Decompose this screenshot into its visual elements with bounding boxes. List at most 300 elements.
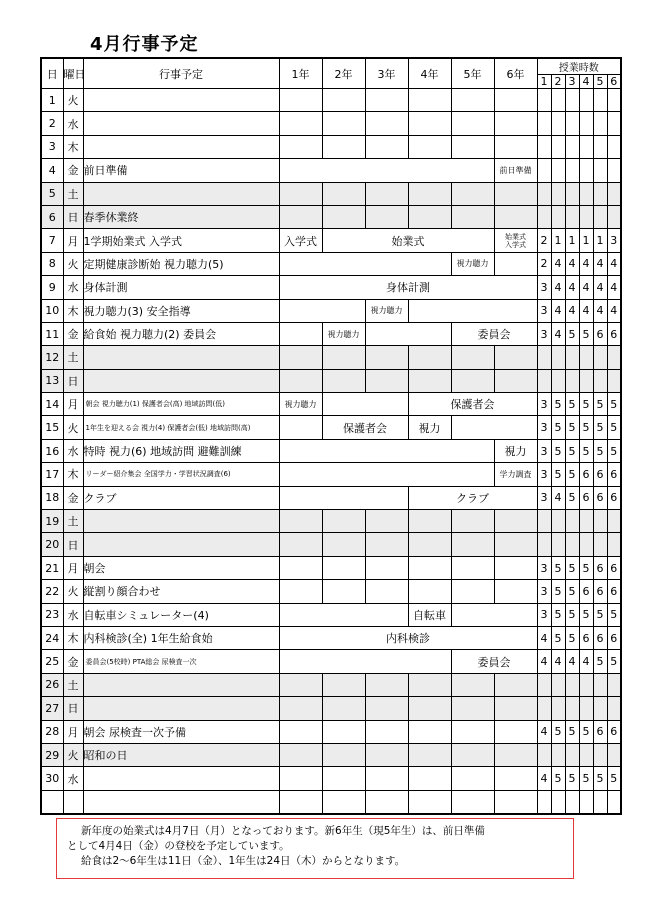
day-cell: 16 (41, 439, 63, 462)
grade-cell (365, 743, 408, 766)
event-cell: クラブ (83, 486, 279, 509)
grade-cell (279, 533, 322, 556)
hours-cell: 5 (565, 393, 579, 416)
hours-cell: 6 (607, 463, 621, 486)
grade-cell (365, 322, 451, 345)
hours-cell (607, 743, 621, 766)
empty-cell (365, 790, 408, 814)
grade-cell (408, 720, 451, 743)
hours-cell (593, 673, 607, 696)
hours-cell: 4 (579, 299, 593, 322)
event-cell (83, 89, 279, 112)
header-hour-digit: 5 (593, 75, 607, 89)
grade-cell (494, 720, 537, 743)
hours-cell (565, 346, 579, 369)
hours-cell (579, 182, 593, 205)
hours-cell: 4 (607, 252, 621, 275)
event-cell: 昭和の日 (83, 743, 279, 766)
day-cell: 27 (41, 697, 63, 720)
hours-cell (579, 135, 593, 158)
hours-cell (565, 533, 579, 556)
hours-cell: 6 (593, 486, 607, 509)
weekday-cell: 木 (63, 299, 83, 322)
header-hour-digit: 3 (565, 75, 579, 89)
header-hour-digit: 2 (551, 75, 565, 89)
hours-cell: 4 (565, 252, 579, 275)
hours-cell: 3 (537, 393, 551, 416)
hours-cell: 4 (537, 650, 551, 673)
grade-cell (279, 299, 365, 322)
event-cell: 内科検診(全) 1年生給食始 (83, 626, 279, 649)
day-cell: 5 (41, 182, 63, 205)
table-row (41, 112, 621, 135)
hours-cell: 5 (551, 580, 565, 603)
hours-cell: 3 (537, 486, 551, 509)
grade-cell (408, 767, 451, 790)
grade-cell (322, 556, 365, 579)
hours-cell (607, 182, 621, 205)
hours-cell: 2 (537, 229, 551, 252)
grade-cell (322, 182, 365, 205)
weekday-cell: 火 (63, 89, 83, 112)
hours-cell: 6 (607, 720, 621, 743)
hours-cell (607, 89, 621, 112)
day-cell: 3 (41, 135, 63, 158)
hours-cell: 5 (579, 603, 593, 626)
weekday-cell: 月 (63, 393, 83, 416)
hours-cell (551, 159, 565, 182)
hours-cell: 4 (607, 276, 621, 299)
grade-cell (365, 205, 408, 228)
hours-cell (565, 510, 579, 533)
empty-cell (41, 790, 63, 814)
hours-cell: 5 (579, 393, 593, 416)
hours-cell: 5 (551, 393, 565, 416)
hours-cell: 5 (593, 650, 607, 673)
hours-cell (607, 673, 621, 696)
table-row (41, 767, 621, 790)
empty-cell (279, 790, 322, 814)
grade-cell (408, 299, 537, 322)
header-events: 行事予定 (83, 58, 279, 89)
grade-cell (279, 346, 322, 369)
hours-cell (565, 182, 579, 205)
hours-cell (551, 697, 565, 720)
day-cell: 4 (41, 159, 63, 182)
grade-cell (408, 112, 451, 135)
grade-cell (322, 697, 365, 720)
grade-cell (451, 182, 494, 205)
grade-cell (279, 135, 322, 158)
grade-cell: 前日準備 (494, 159, 537, 182)
weekday-cell: 金 (63, 159, 83, 182)
weekday-cell: 土 (63, 346, 83, 369)
grade-cell (494, 510, 537, 533)
hours-cell: 5 (565, 439, 579, 462)
grade-cell (322, 369, 365, 392)
weekday-cell: 日 (63, 533, 83, 556)
hours-cell: 5 (593, 767, 607, 790)
grade-cell (408, 182, 451, 205)
hours-cell: 5 (565, 626, 579, 649)
grade-cell (279, 673, 322, 696)
grade-cell (451, 533, 494, 556)
table-row (41, 416, 621, 439)
grade-cell (451, 135, 494, 158)
hours-cell: 5 (579, 556, 593, 579)
grade-cell (408, 533, 451, 556)
weekday-cell: 日 (63, 697, 83, 720)
table-row (41, 346, 621, 369)
hours-cell: 5 (551, 439, 565, 462)
empty-cell (565, 790, 579, 814)
event-cell: 自転車シミュレーター(4) (83, 603, 279, 626)
grade-cell: 視力聴力 (451, 252, 494, 275)
hours-cell: 1 (579, 229, 593, 252)
hours-cell (593, 112, 607, 135)
table-row (41, 229, 621, 252)
table-row (41, 393, 621, 416)
hours-cell: 3 (537, 439, 551, 462)
hours-cell (579, 697, 593, 720)
hours-cell (551, 205, 565, 228)
event-cell (83, 510, 279, 533)
hours-cell (565, 135, 579, 158)
grade-cell (365, 767, 408, 790)
hours-cell: 4 (579, 276, 593, 299)
grade-cell (494, 556, 537, 579)
day-cell: 10 (41, 299, 63, 322)
hours-cell (565, 112, 579, 135)
hours-cell: 3 (537, 603, 551, 626)
hours-cell (593, 346, 607, 369)
table-row (41, 673, 621, 696)
hours-cell (551, 112, 565, 135)
hours-cell: 5 (579, 720, 593, 743)
empty-cell (579, 790, 593, 814)
hours-cell: 6 (593, 626, 607, 649)
grade-cell (322, 135, 365, 158)
hours-cell: 5 (607, 416, 621, 439)
weekday-cell: 日 (63, 369, 83, 392)
grade-cell (279, 720, 322, 743)
empty-cell (607, 790, 621, 814)
grade-cell (451, 416, 537, 439)
hours-cell (565, 369, 579, 392)
day-cell: 14 (41, 393, 63, 416)
day-cell: 24 (41, 626, 63, 649)
hours-cell: 5 (551, 416, 565, 439)
hours-cell (579, 673, 593, 696)
grade-cell (279, 205, 322, 228)
hours-cell: 3 (537, 463, 551, 486)
empty-cell (83, 790, 279, 814)
table-row (41, 322, 621, 345)
day-cell: 29 (41, 743, 63, 766)
hours-cell: 3 (607, 229, 621, 252)
hours-cell: 4 (537, 720, 551, 743)
hours-cell: 3 (537, 299, 551, 322)
hours-cell (537, 743, 551, 766)
empty-cell (322, 790, 365, 814)
hours-cell: 6 (579, 486, 593, 509)
event-cell (83, 135, 279, 158)
grade-cell (494, 743, 537, 766)
grade-cell (279, 486, 408, 509)
grade-cell: 視力聴力 (279, 393, 322, 416)
event-cell: 朝会 視力聴力(1) 保護者会(高) 地域訪問(低) (83, 393, 279, 416)
hours-cell (579, 510, 593, 533)
hours-cell: 1 (565, 229, 579, 252)
grade-cell: 保護者会 (408, 393, 537, 416)
grade-cell (408, 369, 451, 392)
grade-cell: 入学式 (279, 229, 322, 252)
empty-cell (537, 790, 551, 814)
grade-cell: クラブ (408, 486, 537, 509)
table-row (41, 697, 621, 720)
table-row (41, 182, 621, 205)
hours-cell: 5 (551, 767, 565, 790)
grade-cell (279, 322, 322, 345)
day-cell: 18 (41, 486, 63, 509)
hours-cell (607, 510, 621, 533)
hours-cell (579, 205, 593, 228)
hours-cell (579, 533, 593, 556)
event-cell: 朝会 (83, 556, 279, 579)
header-weekday: 曜日 (63, 58, 83, 89)
hours-cell (537, 205, 551, 228)
hours-cell: 6 (579, 626, 593, 649)
table-row (41, 159, 621, 182)
grade-cell (451, 580, 494, 603)
weekday-cell: 火 (63, 743, 83, 766)
hours-cell (551, 369, 565, 392)
hours-cell: 6 (607, 626, 621, 649)
header-hour-digit: 6 (607, 75, 621, 89)
hours-cell (607, 135, 621, 158)
grade-cell: 学力調査 (494, 463, 537, 486)
hours-cell: 6 (593, 720, 607, 743)
grade-cell (322, 510, 365, 533)
empty-cell (593, 790, 607, 814)
hours-cell (607, 159, 621, 182)
hours-cell (565, 205, 579, 228)
hours-cell (551, 135, 565, 158)
grade-cell (451, 205, 494, 228)
table-row (41, 626, 621, 649)
hours-cell: 2 (537, 252, 551, 275)
grade-cell (408, 135, 451, 158)
grade-cell (365, 510, 408, 533)
grade-cell (451, 767, 494, 790)
grade-cell (494, 112, 537, 135)
grade-cell (451, 603, 537, 626)
table-row (41, 603, 621, 626)
grade-cell (322, 580, 365, 603)
hours-cell (593, 510, 607, 533)
day-cell: 11 (41, 322, 63, 345)
hours-cell: 4 (593, 276, 607, 299)
event-cell (83, 369, 279, 392)
hours-cell (579, 369, 593, 392)
hours-cell (537, 510, 551, 533)
grade-cell (279, 112, 322, 135)
header-grade: 6年 (494, 58, 537, 89)
weekday-cell: 土 (63, 182, 83, 205)
day-cell: 17 (41, 463, 63, 486)
hours-cell: 6 (607, 556, 621, 579)
event-cell: 委員会(5校時) PTA総会 尿検査一次 (83, 650, 279, 673)
weekday-cell: 水 (63, 276, 83, 299)
hours-cell (593, 89, 607, 112)
table-row (41, 486, 621, 509)
hours-cell: 6 (607, 580, 621, 603)
grade-cell (279, 439, 494, 462)
empty-cell (451, 790, 494, 814)
grade-cell (365, 720, 408, 743)
grade-cell (494, 89, 537, 112)
grade-cell (365, 112, 408, 135)
hours-cell: 6 (593, 580, 607, 603)
weekday-cell: 月 (63, 556, 83, 579)
hours-cell (593, 697, 607, 720)
schedule-table (40, 57, 622, 815)
hours-cell (551, 89, 565, 112)
hours-cell: 3 (537, 556, 551, 579)
day-cell: 21 (41, 556, 63, 579)
grade-cell (451, 510, 494, 533)
grade-cell (279, 510, 322, 533)
grade-cell (408, 205, 451, 228)
hours-cell (607, 205, 621, 228)
grade-cell (365, 135, 408, 158)
day-cell: 28 (41, 720, 63, 743)
grade-cell (494, 346, 537, 369)
hours-cell (551, 182, 565, 205)
hours-cell: 5 (607, 439, 621, 462)
grade-cell (322, 533, 365, 556)
grade-cell (494, 533, 537, 556)
hours-cell (565, 697, 579, 720)
grade-cell (408, 556, 451, 579)
event-cell: 1年生を迎える会 視力(4) 保護者会(低) 地域訪問(高) (83, 416, 279, 439)
grade-cell: 視力聴力 (365, 299, 408, 322)
event-cell: 朝会 尿検査一次予備 (83, 720, 279, 743)
weekday-cell: 火 (63, 580, 83, 603)
grade-cell (279, 89, 322, 112)
grade-cell: 自転車 (408, 603, 451, 626)
event-cell (83, 767, 279, 790)
hours-cell: 5 (607, 767, 621, 790)
header-grade: 4年 (408, 58, 451, 89)
hours-cell (607, 112, 621, 135)
weekday-cell: 水 (63, 439, 83, 462)
grade-cell (322, 743, 365, 766)
hours-cell: 4 (607, 299, 621, 322)
hours-cell (551, 743, 565, 766)
grade-cell (279, 159, 494, 182)
hours-cell: 5 (551, 463, 565, 486)
event-cell: 縦割り顔合わせ (83, 580, 279, 603)
hours-cell (579, 112, 593, 135)
hours-cell: 6 (607, 486, 621, 509)
day-cell: 22 (41, 580, 63, 603)
hours-cell: 5 (565, 580, 579, 603)
hours-cell: 4 (537, 626, 551, 649)
table-row (41, 580, 621, 603)
grade-cell: 始業式 (322, 229, 494, 252)
hours-cell: 4 (579, 252, 593, 275)
grade-cell (322, 720, 365, 743)
event-cell (83, 112, 279, 135)
weekday-cell: 水 (63, 767, 83, 790)
weekday-cell: 火 (63, 252, 83, 275)
day-cell: 15 (41, 416, 63, 439)
event-cell: 定期健康診断始 視力聴力(5) (83, 252, 279, 275)
grade-cell (451, 369, 494, 392)
event-cell (83, 697, 279, 720)
event-cell: 春季休業終 (83, 205, 279, 228)
header-hours-title: 授業時数 (537, 58, 621, 75)
hours-cell: 3 (537, 276, 551, 299)
grade-cell (408, 580, 451, 603)
hours-cell: 5 (593, 603, 607, 626)
grade-cell (451, 112, 494, 135)
day-cell: 8 (41, 252, 63, 275)
hours-cell (607, 697, 621, 720)
hours-cell: 6 (579, 580, 593, 603)
grade-cell (279, 369, 322, 392)
grade-cell (408, 697, 451, 720)
header-grade: 3年 (365, 58, 408, 89)
hours-cell: 5 (607, 650, 621, 673)
hours-cell (593, 182, 607, 205)
hours-cell (537, 533, 551, 556)
hours-cell (579, 89, 593, 112)
day-cell: 26 (41, 673, 63, 696)
grade-cell: 内科検診 (279, 626, 537, 649)
grade-cell (279, 603, 408, 626)
weekday-cell: 土 (63, 673, 83, 696)
hours-cell (565, 159, 579, 182)
weekday-cell: 金 (63, 322, 83, 345)
weekday-cell: 木 (63, 463, 83, 486)
hours-cell: 4 (565, 276, 579, 299)
hours-cell: 4 (579, 650, 593, 673)
hours-cell: 3 (537, 322, 551, 345)
event-cell: リーダー紹介集会 全国学力・学習状況調査(6) (83, 463, 279, 486)
hours-cell: 5 (565, 416, 579, 439)
grade-cell (451, 346, 494, 369)
empty-cell (494, 790, 537, 814)
grade-cell (494, 205, 537, 228)
event-cell: 身体計測 (83, 276, 279, 299)
header-grade: 1年 (279, 58, 322, 89)
hours-cell (607, 369, 621, 392)
day-cell: 12 (41, 346, 63, 369)
grade-cell (408, 89, 451, 112)
hours-cell: 4 (565, 299, 579, 322)
hours-cell (593, 205, 607, 228)
grade-cell (279, 580, 322, 603)
day-cell: 25 (41, 650, 63, 673)
grade-cell (494, 767, 537, 790)
weekday-cell: 月 (63, 720, 83, 743)
grade-cell (322, 205, 365, 228)
hours-cell (551, 673, 565, 696)
hours-cell (537, 369, 551, 392)
hours-cell (537, 697, 551, 720)
